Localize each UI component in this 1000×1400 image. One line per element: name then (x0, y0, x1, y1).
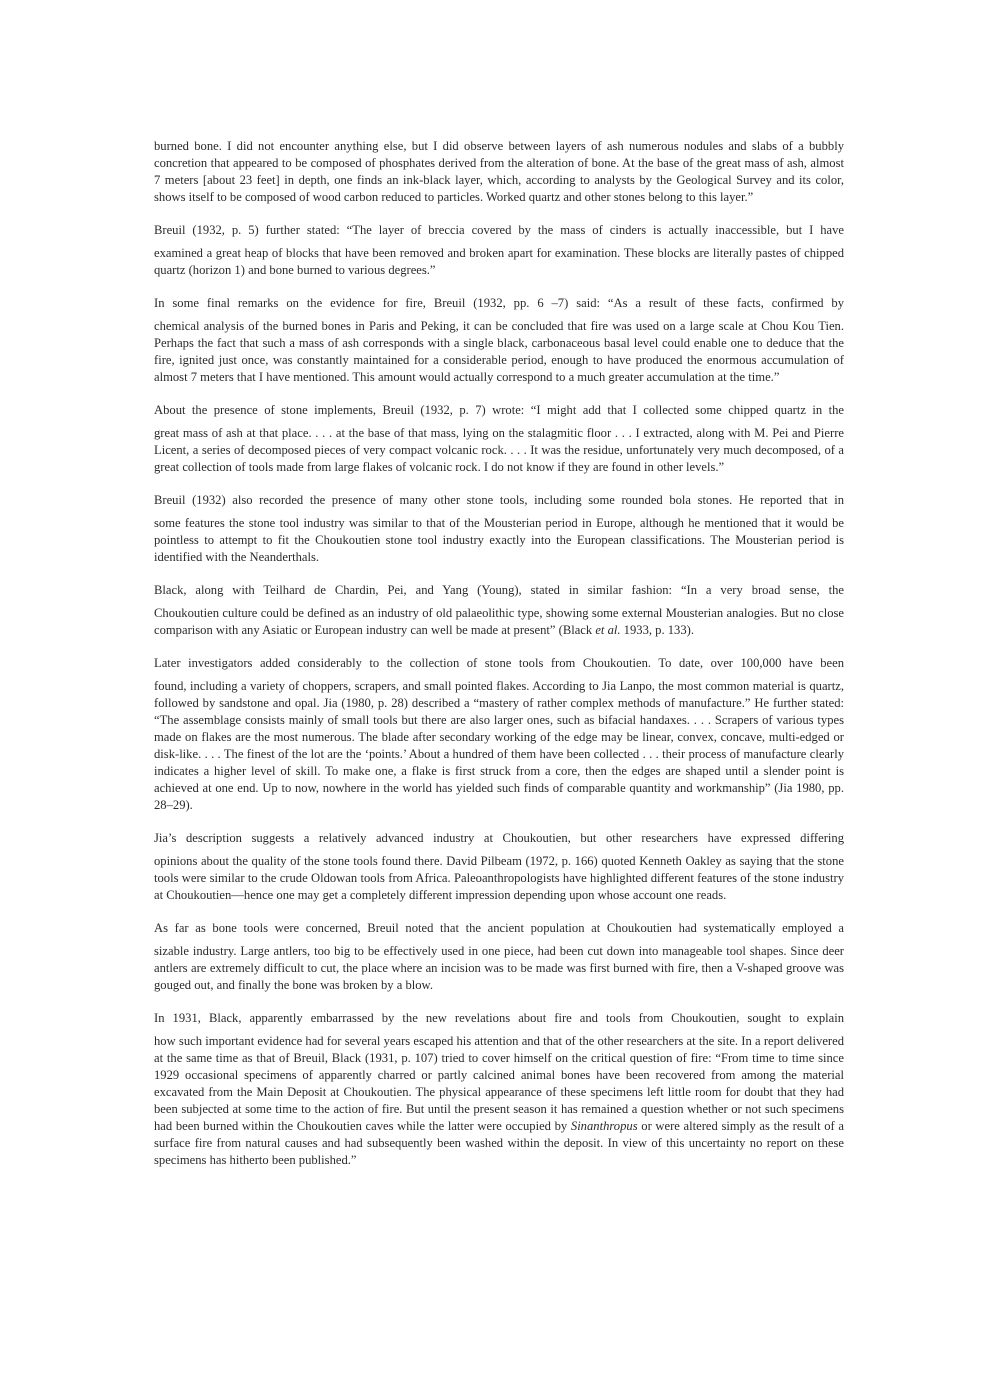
paragraph-first-line: Jia’s description suggests a relatively advanced industry at Choukoutien, but other researchers have expressed differing (154, 831, 844, 845)
paragraph-first-line: In some final remarks on the evidence for fire, Breuil (1932, pp. 6 –7) said: “As a result of these facts, confirmed by (154, 296, 844, 310)
paragraph-later-investigators (154, 655, 844, 814)
paragraph-text: 1933, p. 133). (620, 623, 694, 637)
paragraph-breuil-final-remarks (154, 295, 844, 386)
paragraph-jia-description (154, 830, 844, 904)
paragraph-first-line: In 1931, Black, apparently embarrassed by the new revelations about fire and tools from Choukoutien, sought to explain (154, 1011, 844, 1025)
paragraph-black-teilhard (154, 582, 844, 639)
paragraph-first-line: Breuil (1932, p. 5) further stated: “The layer of breccia covered by the mass of cinders is actually inaccessible, but I have (154, 223, 844, 237)
species-name-sinanthropus: Sinanthropus (570, 1119, 638, 1133)
paragraph-breuil-breccia (154, 222, 844, 279)
paragraph-stone-implements (154, 402, 844, 476)
document-page (154, 138, 844, 1185)
paragraph-text: found, including a variety of choppers, scrapers, and small pointed flakes. According to Jia Lanpo, the most common material is quartz, followed by sandstone and opal. Jia (1980, p. 28) described a “mastery of rather complex methods of manufacture.” He further stated: “The assemblage consists mainly of small tools but there are also larger ones, such as bifacial handaxes. . . . Scrapers of various types made on flakes are the most numerous. The blade after secondary working of the edge may be linear, convex, concave, multi-edged or disk-like. . . . The finest of the lot are the ‘points.’ About a hundred of them have been collected . . . their process of manufacture clearly indicates a higher level of skill. To make one, a flake is first struck from a core, then the edges are shaped until a slender point is achieved at one end. Up to now, nowhere in the world has yielded such finds of comparable quantity and workmanship” (Jia 1980, pp. 28–29). (154, 679, 844, 812)
paragraph-other-stone-tools (154, 492, 844, 566)
paragraph-bone-tools (154, 920, 844, 994)
paragraph-text: how such important evidence had for several years escaped his attention and that of the other researchers at the site. In a report delivered at the same time as that of Breuil, Black (1931, p. 107) tried to cover himself on the critical question of fire: “From time to time since 1929 occasional specimens of apparently charred or partly calcined animal bones have been recovered from among the material excavated from the Main Deposit at Choukoutien. The physical appearance of these specimens left little room for doubt that they had been subjected at some time to the action of fire. But until the present season it has remained a question whether or not such specimens had been burned within the Choukoutien caves while the latter were occupied by (154, 1034, 844, 1133)
paragraph-first-line: Breuil (1932) also recorded the presence of many other stone tools, including some rounded bola stones. He reported that in (154, 493, 844, 507)
paragraph-text: opinions about the quality of the stone tools found there. David Pilbeam (1972, p. 166) quoted Kenneth Oakley as saying that the stone tools were similar to the crude Oldowan tools from Africa. Paleoanthropologists have highlighted different features of the stone industry at Choukoutien—hence one may get a completely different impression depending upon whose account one reads. (154, 854, 844, 902)
paragraph-text: Choukoutien culture could be defined as an industry of old palaeolithic type, showing some external Mousterian analogies. But no close comparison with any Asiatic or European industry can well be made at present” (Black (154, 606, 844, 637)
paragraph-first-line: Black, along with Teilhard de Chardin, Pei, and Yang (Young), stated in similar fashion: “In a very broad sense, the (154, 583, 844, 597)
paragraph-first-line: Later investigators added considerably to the collection of stone tools from Choukoutien. To date, over 100,000 have been (154, 656, 844, 670)
paragraph-text: some features the stone tool industry was similar to that of the Mousterian period in Europe, although he mentioned that it would be pointless to attempt to fit the Choukoutien stone tool industry exactly into the European classifications. The Mousterian period is identified with the Neanderthals. (154, 516, 844, 564)
paragraph-text: or were altered simply as the result of a surface fire from natural causes and had subsequently been washed within the deposit. In view of this uncertainty no report on these specimens has hitherto been published.” (154, 1119, 845, 1167)
paragraph-text: chemical analysis of the burned bones in Paris and Peking, it can be concluded that fire was used on a large scale at Chou Kou Tien. Perhaps the fact that such a mass of ash corresponds with a single black, carbonaceous basal level could enable one to deduce that the fire, ignited just once, was constantly maintained for a considerable period, enough to have produced the enormous accumulation of almost 7 meters that I have mentioned. This amount would actually correspond to a much greater accumulation at the time.” (154, 319, 844, 384)
paragraph-first-line: About the presence of stone implements, Breuil (1932, p. 7) wrote: “I might add that I collected some chipped quartz in the (154, 403, 844, 417)
paragraph-text: sizable industry. Large antlers, too big to be effectively used in one piece, had been cut down into manageable tool shapes. Since deer antlers are extremely difficult to cut, the place where an incision was to be made was first burned with fire, then a V-shaped groove was gouged out, and finally the bone was broken by a blow. (154, 944, 844, 992)
paragraph-text: great mass of ash at that place. . . . at the base of that mass, lying on the stalagmitic floor . . . I extracted, along with M. Pei and Pierre Licent, a series of decomposed pieces of very compact volcanic rock. . . . It was the residue, unfortunately very much decomposed, of a great collection of tools made from large flakes of volcanic rock. I do not know if they are found in other levels.” (154, 426, 844, 474)
citation-et-al: et al. (595, 623, 621, 637)
paragraph-first-line: As far as bone tools were concerned, Breuil noted that the ancient population at Choukoutien had systematically employed a (154, 921, 844, 935)
paragraph-text: examined a great heap of blocks that have been removed and broken apart for examination. These blocks are literally pastes of chipped quartz (horizon 1) and bone burned to various degrees.” (154, 246, 844, 277)
paragraph-continuation (154, 138, 844, 206)
paragraph-text: burned bone. I did not encounter anything else, but I did observe between layers of ash numerous nodules and slabs of a bubbly concretion that appeared to be composed of phosphates derived from the alteration of bone. At the base of the great mass of ash, almost 7 meters [about 23 feet] in depth, one finds an ink-black layer, which, according to analysts by the Geological Survey and its color, shows itself to be composed of wood carbon reduced to particles. Worked quartz and other stones belong to this layer.” (154, 139, 844, 204)
paragraph-black-1931 (154, 1010, 844, 1169)
